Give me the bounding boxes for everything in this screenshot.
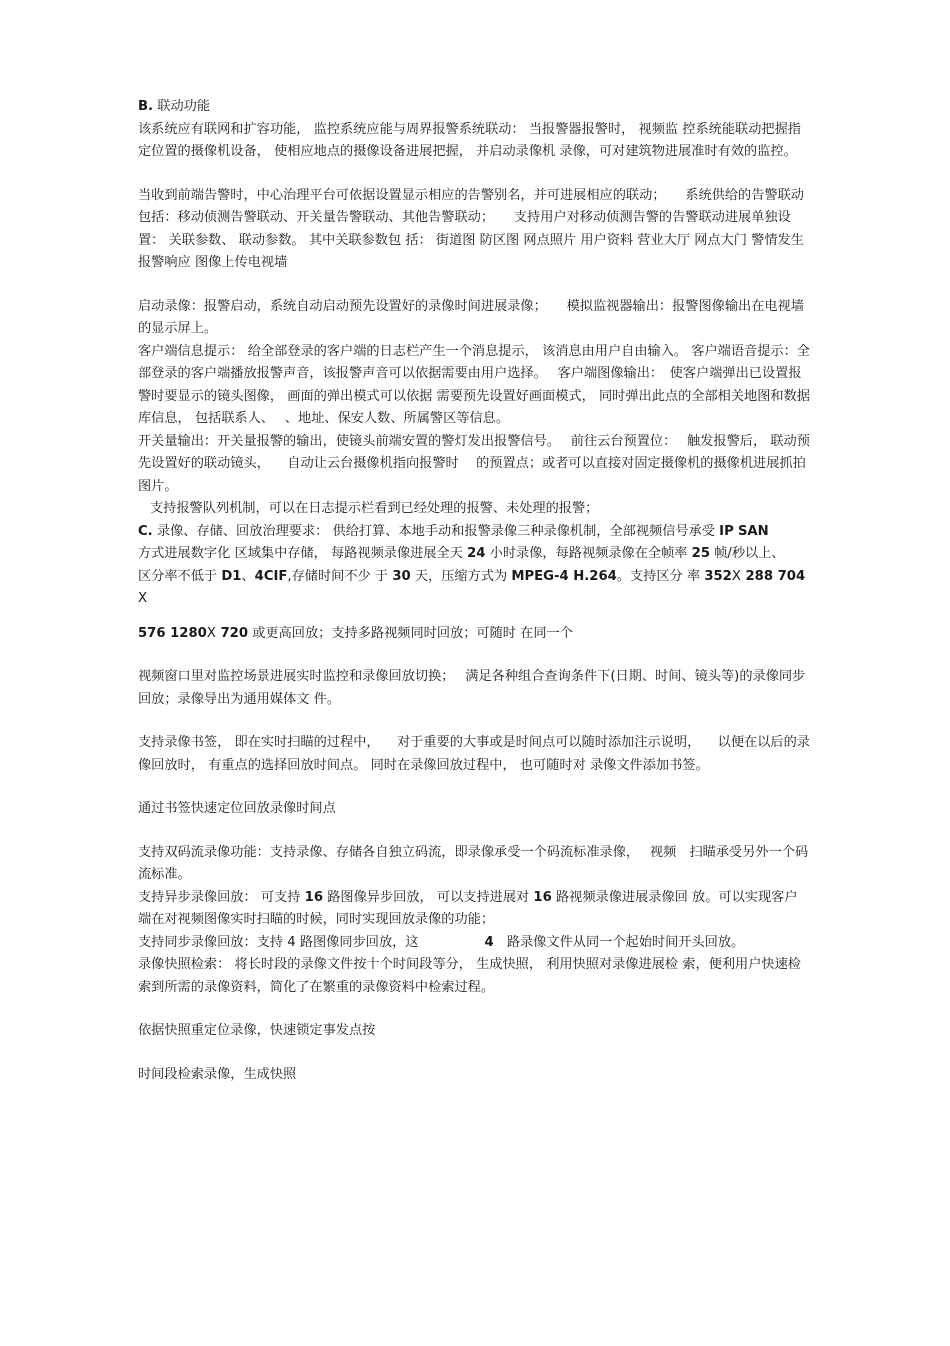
section-c-text-5: 区分率不低于 <box>138 568 222 584</box>
ip-label: IP <box>719 523 734 539</box>
section-c-text-2: 方式进展数字化 区域集中存储， 每路视频录像进展全天 <box>138 546 468 561</box>
hours-value: 24 <box>467 546 486 561</box>
paragraph-bookmark-locate: 通过书签快速定位回放录像时间点 <box>138 801 336 816</box>
resolution-1: 352 <box>704 568 732 584</box>
section-c-text-1: 录像、存储、回放治理要求： 供给打算、本地手动和报警录像三种录像机制，全部视频信号承受 <box>152 523 720 539</box>
section-b-title: 联动功能 <box>153 99 211 114</box>
section-c-resolution-line <box>138 623 810 646</box>
paragraph-start-recording: 启动录像：报警启动，系统自动启动预先设置好的录像时间进展录像； 模拟监视器输出：报警图像输出在电视墙的显示屏上。 <box>138 298 804 336</box>
cif-label: 4CIF <box>254 568 288 584</box>
section-c-text-9: 。支持区分 率 <box>616 568 705 584</box>
paragraph-time-search: 时间段检索录像，生成快照 <box>138 1066 297 1082</box>
times-sign: X <box>138 591 148 606</box>
sync-text-1: 支持同步录像回放：支持 4 路图像同步回放，这 <box>138 934 485 950</box>
times-sign: X <box>731 568 741 584</box>
section-c-paragraph <box>138 521 810 611</box>
async-text-1: 支持异步录像回放： 可支持 <box>138 889 305 905</box>
codec-label: MPEG-4 H.264 <box>511 568 617 584</box>
paragraph-dual-stream: 支持双码流录像功能：支持录像、存储各自独立码流，即录像承受一个码流标准录像， 视频 扫瞄承受另外一个码流标准。 <box>138 844 809 882</box>
paragraph-snapshot-relocate: 依据快照重定位录像，快速锁定事发点按 <box>138 1023 376 1038</box>
section-c-marker: C. <box>138 523 153 539</box>
section-c-text-7: ,存储时间不少 于 <box>287 568 393 584</box>
sync-text-2: 路录像文件从同一个起始时间开头回放。 <box>493 934 745 950</box>
section-b-marker: B. <box>138 99 154 114</box>
resolution-3: 576 1280 <box>138 625 207 641</box>
async-text-3: 路视频录像进展录像回 放。可以实现客户端在对视频图像实时扫瞄的时候，同时实现回放录像的功能； <box>138 889 798 927</box>
paragraph-client-prompt: 客户端信息提示： 给全部登录的客户端的日志栏产生一个消息提示， 该消息由用户自由输入。 客户端语音提示：全部登录的客户端播放报警声音，该报警声音可以依据需要由用户选择。 客户端图像输出： 使客户端弹出已设置报警时要显示的镜头图像， 画面的弹出模式可以依据 需要预先设置好画面模式， 同时弹出此点的全部相关地图和数据库信息， 包括联系人、 、地址、保安人数、所属警区等信息。 <box>138 343 810 426</box>
days-value: 30 <box>392 568 411 584</box>
paragraph-playback-switch: 视频窗口里对监控场景进展实时监控和录像回放切换； 满足各种组合查询条件下(日期、时间、镜头等)的录像同步回放；录像导出为通用媒体文 件。 <box>138 669 806 707</box>
times-sign: X <box>206 625 216 641</box>
section-c-text-6: 、 <box>241 568 255 584</box>
section-c-text-4: 帧/秒以上、 <box>710 546 785 561</box>
paragraph-alarm-queue: 支持报警队列机制，可以在日志提示栏看到已经处理的报警、未处理的报警； <box>150 501 599 516</box>
d1-label: D1 <box>221 568 242 584</box>
section-c-text-8: 天，压缩方式为 <box>410 568 512 584</box>
paragraph-sync-playback <box>138 932 810 955</box>
sync-count: 4 <box>484 934 494 950</box>
document-body <box>138 96 810 1086</box>
section-c-text-3: 小时录像，每路视频录像在全帧率 <box>485 546 692 561</box>
paragraph-switch-output: 开关量输出：开关量报警的输出，使镜头前端安置的警灯发出报警信号。 前往云台预置位： 触发报警后， 联动预先设置好的联动镜头， 自动让云台摄像机指向报警时 的预置点；或者可以直接对固定摄像机的摄像机进展抓拍图片。 <box>138 433 810 494</box>
paragraph-linkage-intro: 该系统应有联网和扩容功能， 监控系统应能与周界报警系统联动： 当报警器报警时， 视频监 控系统能联动把握指定位置的摄像机设备， 使相应地点的摄像设备进展把握， 并启动录像机 录像，可对建筑物进展准时有效的监控。 <box>138 121 801 159</box>
section-b-heading <box>138 96 810 119</box>
async-text-2: 路图像异步回放， 可以支持进展对 <box>323 889 534 905</box>
section-c-text-10: 或更高回放；支持多路视频同时回放；可随时 在同一个 <box>248 625 573 641</box>
paragraph-async-playback <box>138 887 810 932</box>
paragraph-bookmark: 支持录像书签， 即在实时扫瞄的过程中， 对于重要的大事或是时间点可以随时添加注示说明， 以便在以后的录像回放时， 有重点的选择回放时间点。 同时在录像回放过程中， 也可随时对 录像文件添加书签。 <box>138 735 810 773</box>
async-count-1: 16 <box>304 889 323 905</box>
paragraph-snapshot-search: 录像快照检索： 将长时段的录像文件按十个时间段等分， 生成快照， 利用快照对录像进展检 索，便利用户快速检索到所需的录像资料，简化了在繁重的录像资料中检索过程。 <box>138 957 801 995</box>
fps-value: 25 <box>691 546 710 561</box>
resolution-4: 720 <box>215 625 248 641</box>
async-count-2: 16 <box>533 889 552 905</box>
san-label: SAN <box>737 523 769 539</box>
resolution-2: 288 704 <box>740 568 806 584</box>
paragraph-alarm-linkage: 当收到前端告警时，中心治理平台可依据设置显示相应的告警别名，并可进展相应的联动； 系统供给的告警联动包括：移动侦测告警联动、开关量告警联动、其他告警联动； 支持用户对移动侦测告警的告警联动进展单独设置： 关联参数、 联动参数。 其中关联参数包 括： 街道图 防区图 网点照片 用户资料 营业大厅 网点大门 警情发生 报警响应 图像上传电视墙 <box>138 187 804 270</box>
